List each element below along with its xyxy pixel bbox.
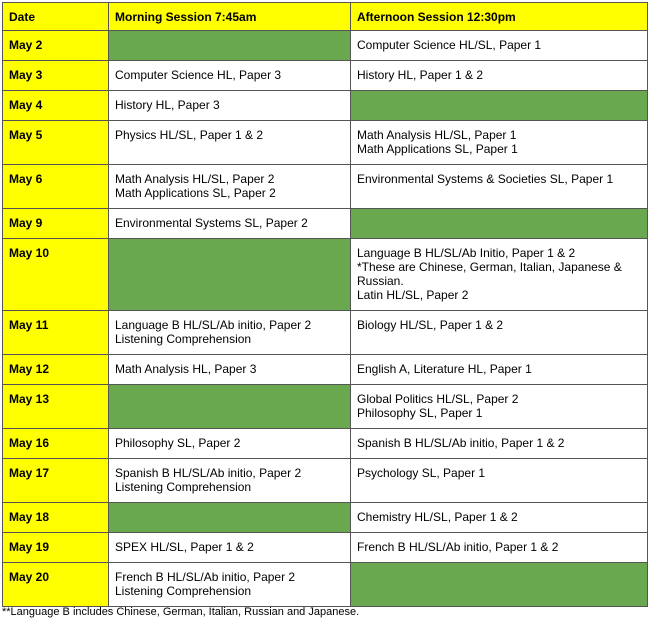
header-row <box>3 3 648 31</box>
date-cell: May 11 <box>3 311 109 355</box>
exam-entry: Spanish B HL/SL/Ab initio, Paper 2 <box>115 466 302 480</box>
header-date: Date <box>3 3 109 31</box>
morning-session-cell <box>109 429 351 459</box>
schedule-body <box>3 31 648 607</box>
exam-entry: Physics HL/SL, Paper 1 & 2 <box>115 128 264 142</box>
date-cell: May 17 <box>3 459 109 503</box>
exam-entry: Math Analysis HL/SL, Paper 1 <box>357 128 517 142</box>
morning-session-cell <box>109 91 351 121</box>
table-row <box>3 239 648 311</box>
morning-session-empty <box>109 31 351 61</box>
afternoon-session-cell <box>351 459 648 503</box>
afternoon-session-cell <box>351 503 648 533</box>
date-cell: May 12 <box>3 355 109 385</box>
exam-entry: History HL, Paper 3 <box>115 98 220 112</box>
exam-entry: Listening Comprehension <box>115 332 252 346</box>
exam-entry: Computer Science HL/SL, Paper 1 <box>357 38 542 52</box>
morning-session-cell <box>109 121 351 165</box>
exam-entry: SPEX HL/SL, Paper 1 & 2 <box>115 540 254 554</box>
exam-entry: Math Analysis HL, Paper 3 <box>115 362 257 376</box>
afternoon-session-cell <box>351 355 648 385</box>
exam-entry: Language B HL/SL/Ab Initio, Paper 1 & 2 <box>357 246 576 260</box>
afternoon-session-cell <box>351 121 648 165</box>
exam-entry: *These are Chinese, German, Italian, Japanese & <box>357 260 622 274</box>
table-row <box>3 503 648 533</box>
exam-entry: Philosophy SL, Paper 2 <box>115 436 241 450</box>
table-row <box>3 533 648 563</box>
header-morning-session: Morning Session 7:45am <box>109 3 351 31</box>
table-row <box>3 31 648 61</box>
table-row <box>3 61 648 91</box>
exam-entry: French B HL/SL/Ab initio, Paper 1 & 2 <box>357 540 559 554</box>
date-cell: May 13 <box>3 385 109 429</box>
date-cell: May 18 <box>3 503 109 533</box>
exam-entry: Spanish B HL/SL/Ab initio, Paper 1 & 2 <box>357 436 565 450</box>
morning-session-cell <box>109 533 351 563</box>
table-row <box>3 355 648 385</box>
date-cell: May 16 <box>3 429 109 459</box>
exam-entry: Psychology SL, Paper 1 <box>357 466 486 480</box>
table-row <box>3 311 648 355</box>
date-cell: May 6 <box>3 165 109 209</box>
exam-entry: French B HL/SL/Ab initio, Paper 2 <box>115 570 296 584</box>
table-row <box>3 165 648 209</box>
exam-entry: Environmental Systems SL, Paper 2 <box>115 216 308 230</box>
afternoon-session-cell <box>351 429 648 459</box>
exam-entry: English A, Literature HL, Paper 1 <box>357 362 532 376</box>
afternoon-session-cell <box>351 31 648 61</box>
exam-entry: History HL, Paper 1 & 2 <box>357 68 484 82</box>
table-row <box>3 385 648 429</box>
exam-entry: Language B HL/SL/Ab initio, Paper 2 <box>115 318 312 332</box>
afternoon-session-cell <box>351 311 648 355</box>
morning-session-cell <box>109 311 351 355</box>
afternoon-session-cell <box>351 533 648 563</box>
date-cell: May 19 <box>3 533 109 563</box>
exam-entry: Computer Science HL, Paper 3 <box>115 68 282 82</box>
date-cell: May 3 <box>3 61 109 91</box>
morning-session-cell <box>109 61 351 91</box>
header-afternoon-session: Afternoon Session 12:30pm <box>351 3 648 31</box>
date-cell: May 2 <box>3 31 109 61</box>
morning-session-cell <box>109 209 351 239</box>
exam-entry: Biology HL/SL, Paper 1 & 2 <box>357 318 504 332</box>
exam-entry: Chemistry HL/SL, Paper 1 & 2 <box>357 510 518 524</box>
date-cell: May 4 <box>3 91 109 121</box>
afternoon-session-cell <box>351 239 648 311</box>
exam-entry: Latin HL/SL, Paper 2 <box>357 288 469 302</box>
exam-schedule-table <box>2 2 648 607</box>
exam-entry: Listening Comprehension <box>115 480 252 494</box>
afternoon-session-cell <box>351 385 648 429</box>
table-row <box>3 429 648 459</box>
afternoon-session-empty <box>351 91 648 121</box>
footnote: **Language B includes Chinese, German, Italian, Russian and Japanese. <box>2 606 360 618</box>
morning-session-empty <box>109 503 351 533</box>
afternoon-session-cell <box>351 165 648 209</box>
morning-session-cell <box>109 563 351 607</box>
afternoon-session-empty <box>351 209 648 239</box>
exam-entry: Math Analysis HL/SL, Paper 2 <box>115 172 275 186</box>
afternoon-session-cell <box>351 61 648 91</box>
exam-entry: Listening Comprehension <box>115 584 252 598</box>
exam-entry: Global Politics HL/SL, Paper 2 <box>357 392 519 406</box>
table-row <box>3 91 648 121</box>
table-row <box>3 121 648 165</box>
morning-session-cell <box>109 355 351 385</box>
morning-session-empty <box>109 385 351 429</box>
date-cell: May 5 <box>3 121 109 165</box>
date-cell: May 20 <box>3 563 109 607</box>
exam-entry: Math Applications SL, Paper 1 <box>357 142 518 156</box>
afternoon-session-empty <box>351 563 648 607</box>
morning-session-cell <box>109 165 351 209</box>
table-row <box>3 563 648 607</box>
date-cell: May 10 <box>3 239 109 311</box>
table-row <box>3 459 648 503</box>
exam-entry: Philosophy SL, Paper 1 <box>357 406 483 420</box>
date-cell: May 9 <box>3 209 109 239</box>
exam-entry: Math Applications SL, Paper 2 <box>115 186 276 200</box>
exam-entry: Russian. <box>357 274 404 288</box>
morning-session-cell <box>109 459 351 503</box>
exam-entry: Environmental Systems & Societies SL, Paper 1 <box>357 172 614 186</box>
morning-session-empty <box>109 239 351 311</box>
table-row <box>3 209 648 239</box>
